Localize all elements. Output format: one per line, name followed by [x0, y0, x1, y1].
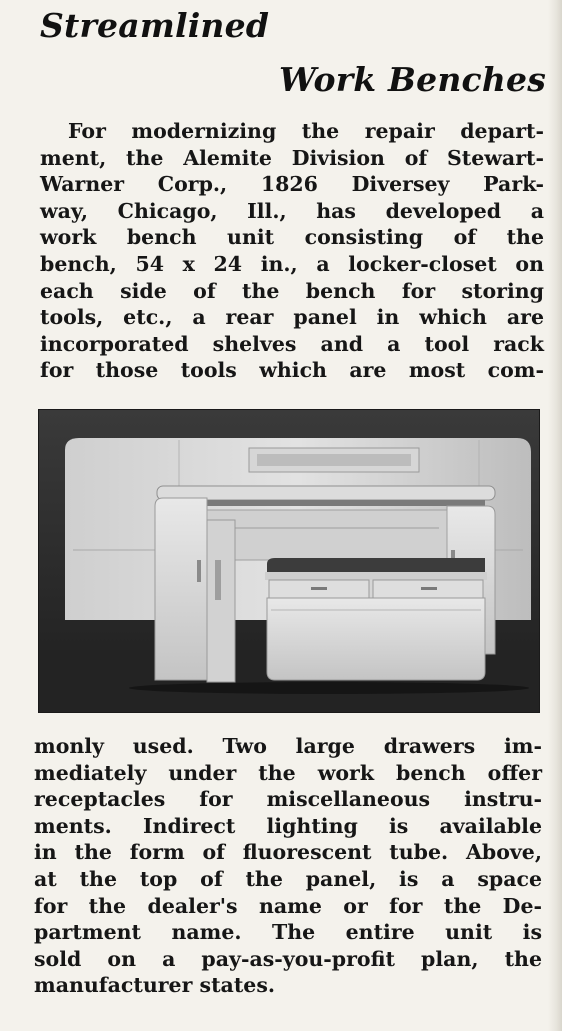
- text-line: for those tools which are most com-: [40, 358, 544, 383]
- text-line: ment, the Alemite Division of Stewart-: [40, 145, 544, 170]
- work-bench-photo: [38, 409, 540, 713]
- text-line: incorporated shelves and a tool rack: [40, 331, 544, 356]
- article-paragraph-top: [40, 118, 544, 384]
- text-line: manufacturer states.: [34, 973, 276, 998]
- work-bench-illustration: [39, 410, 539, 712]
- text-line: Warner Corp., 1826 Diversey Park-: [40, 172, 544, 197]
- text-line: for the dealer's name or for the De-: [34, 893, 542, 918]
- text-line: work bench unit consisting of the: [40, 225, 544, 250]
- article-title-line-2: Work Benches: [278, 60, 546, 99]
- article-paragraph-bottom: [34, 733, 542, 999]
- text-line: monly used. Two large drawers im-: [34, 734, 542, 758]
- page-edge: [548, 0, 562, 1031]
- text-line: at the top of the panel, is a space: [34, 866, 542, 891]
- text-line: bench, 54 x 24 in., a locker-closet on: [40, 251, 544, 276]
- text-line: way, Chicago, Ill., has developed a: [40, 198, 544, 223]
- text-line: ments. Indirect lighting is available: [34, 813, 542, 838]
- text-line: tools, etc., a rear panel in which are: [40, 305, 544, 330]
- text-line: For modernizing the repair depart-: [68, 119, 544, 143]
- text-line: receptacles for miscellaneous instru-: [34, 787, 542, 812]
- text-line: sold on a pay-as-you-profit plan, the: [34, 946, 542, 971]
- text-line: mediately under the work bench offer: [34, 760, 542, 785]
- text-line: each side of the bench for storing: [40, 278, 544, 303]
- text-line: in the form of fluorescent tube. Above,: [34, 840, 542, 865]
- article-title-line-1: Streamlined: [40, 6, 270, 45]
- text-line: partment name. The entire unit is: [34, 920, 542, 945]
